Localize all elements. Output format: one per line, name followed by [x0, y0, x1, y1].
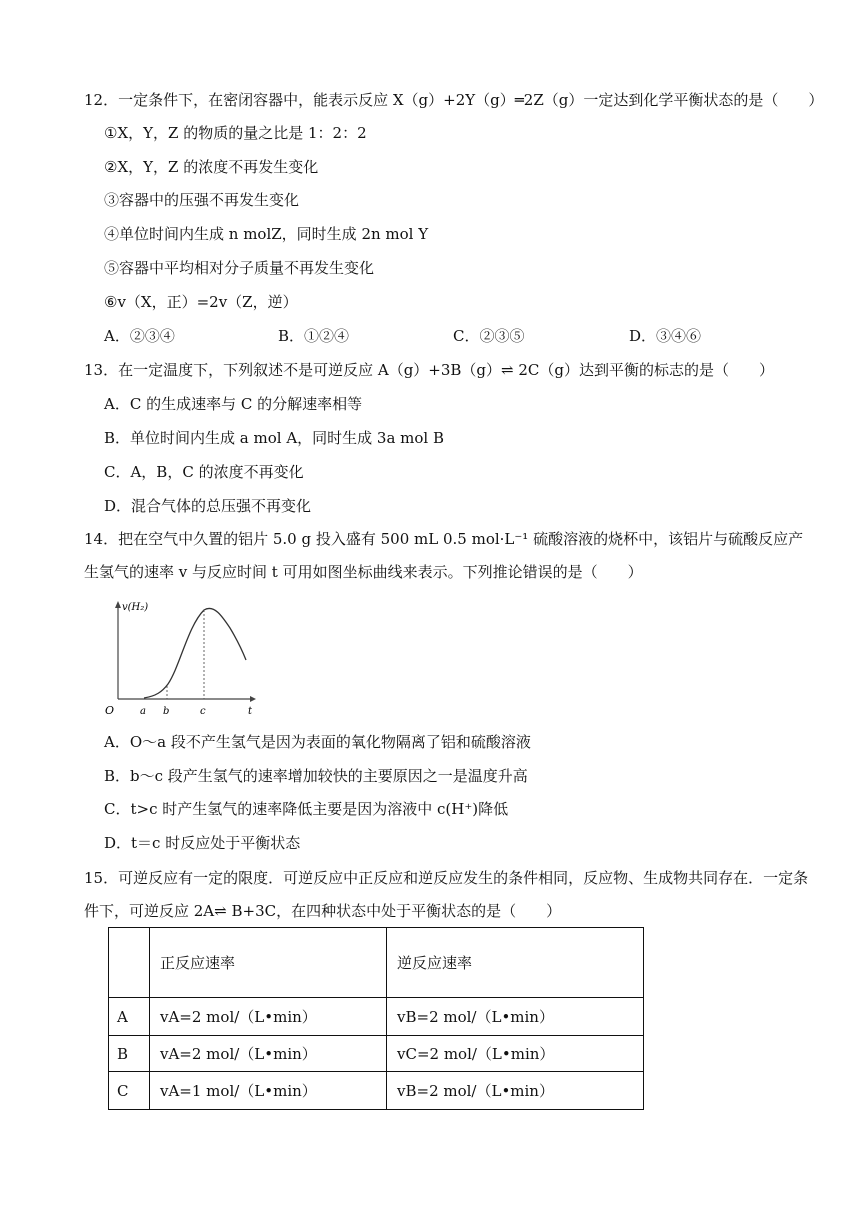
table-cell: vB=2 mol/（L•min） [387, 1072, 644, 1110]
q12-item-1: ①X，Y，Z 的物质的量之比是 1：2：2 [104, 124, 367, 142]
q12-option-a[interactable]: A．②③④ [104, 327, 175, 345]
table-cell: vA=2 mol/（L•min） [150, 1036, 387, 1072]
table-header-row [109, 928, 644, 998]
q12-stem: 12．一定条件下，在密闭容器中，能表示反应 X（g）+2Y（g）═2Z（g）一定达到化学平衡状态的是（ ） [84, 91, 824, 109]
tick-b-label: b [163, 706, 170, 717]
q13-stem: 13．在一定温度下，下列叙述不是可逆反应 A（g）+3B（g）⇌ 2C（g）达到平衡的标志的是（ ） [84, 361, 774, 379]
q12-option-b[interactable]: B．①②④ [278, 327, 350, 345]
q12-options [104, 325, 804, 349]
table-row [109, 1072, 644, 1110]
table-cell: vA=1 mol/（L•min） [150, 1072, 387, 1110]
table-cell: B [109, 1036, 150, 1072]
q14-option-b[interactable]: B．b～c 段产生氢气的速率增加较快的主要原因之一是温度升高 [104, 767, 528, 785]
table-cell: vC=2 mol/（L•min） [387, 1036, 644, 1072]
table-row [109, 1036, 644, 1072]
x-axis-arrow [250, 696, 256, 702]
x-axis-label: t [248, 706, 253, 717]
q12-option-d[interactable]: D．③④⑥ [629, 327, 702, 345]
q12-item-3: ③容器中的压强不再发生变化 [104, 191, 300, 209]
q13-option-c[interactable]: C．A，B，C 的浓度不再变化 [104, 463, 304, 481]
table-header-cell: 正反应速率 [150, 928, 387, 998]
q13-option-d[interactable]: D．混合气体的总压强不再变化 [104, 497, 312, 515]
table-row [109, 998, 644, 1036]
table-cell: vA=2 mol/（L•min） [150, 998, 387, 1036]
table-cell: vB=2 mol/（L•min） [387, 998, 644, 1036]
rate-time-graph [100, 594, 260, 720]
tick-a-label: a [140, 706, 146, 717]
table-cell: A [109, 998, 150, 1036]
q12-item-5: ⑤容器中平均相对分子质量不再发生变化 [104, 259, 375, 277]
rate-table [108, 927, 644, 1110]
q14-option-c[interactable]: C．t>c 时产生氢气的速率降低主要是因为溶液中 c(H⁺)降低 [104, 800, 509, 818]
q15-stem: 15．可逆反应有一定的限度．可逆反应中正反应和逆反应发生的条件相同，反应物、生成物共同存在．一定条件下，可逆反应 2A⇌ B+3C，在四种状态中处于平衡状态的是（ ） [84, 869, 809, 920]
q13-option-b[interactable]: B．单位时间内生成 a mol A，同时生成 3a mol B [104, 429, 445, 447]
q12-item-4: ④单位时间内生成 n molZ，同时生成 2n mol Y [104, 225, 429, 243]
table-header-cell [109, 928, 150, 998]
rate-curve [144, 608, 246, 698]
q14-stem: 14．把在空气中久置的铝片 5.0 g 投入盛有 500 mL 0.5 mol·L⁻¹ 硫酸溶液的烧杯中，该铝片与硫酸反应产生氢气的速率 v 与反应时间 t 可用如图坐标曲线来表示。下列推论错误的是（ ） [84, 530, 804, 581]
y-axis-arrow [115, 601, 121, 608]
q12-item-6: ⑥v（X，正）=2v（Z，逆） [104, 293, 298, 311]
y-axis-label: v(H₂) [122, 602, 149, 613]
q12-item-2: ②X，Y，Z 的浓度不再发生变化 [104, 158, 319, 176]
q12-option-c[interactable]: C．②③⑤ [453, 327, 525, 345]
table-cell: C [109, 1072, 150, 1110]
origin-label: O [105, 704, 115, 717]
table-header-cell: 逆反应速率 [387, 928, 644, 998]
q14-option-d[interactable]: D．t＝c 时反应处于平衡状态 [104, 834, 301, 852]
q14-option-a[interactable]: A．O～a 段不产生氢气是因为表面的氧化物隔离了铝和硫酸溶液 [104, 733, 531, 751]
tick-c-label: c [200, 706, 206, 717]
q13-option-a[interactable]: A．C 的生成速率与 C 的分解速率相等 [104, 395, 363, 413]
